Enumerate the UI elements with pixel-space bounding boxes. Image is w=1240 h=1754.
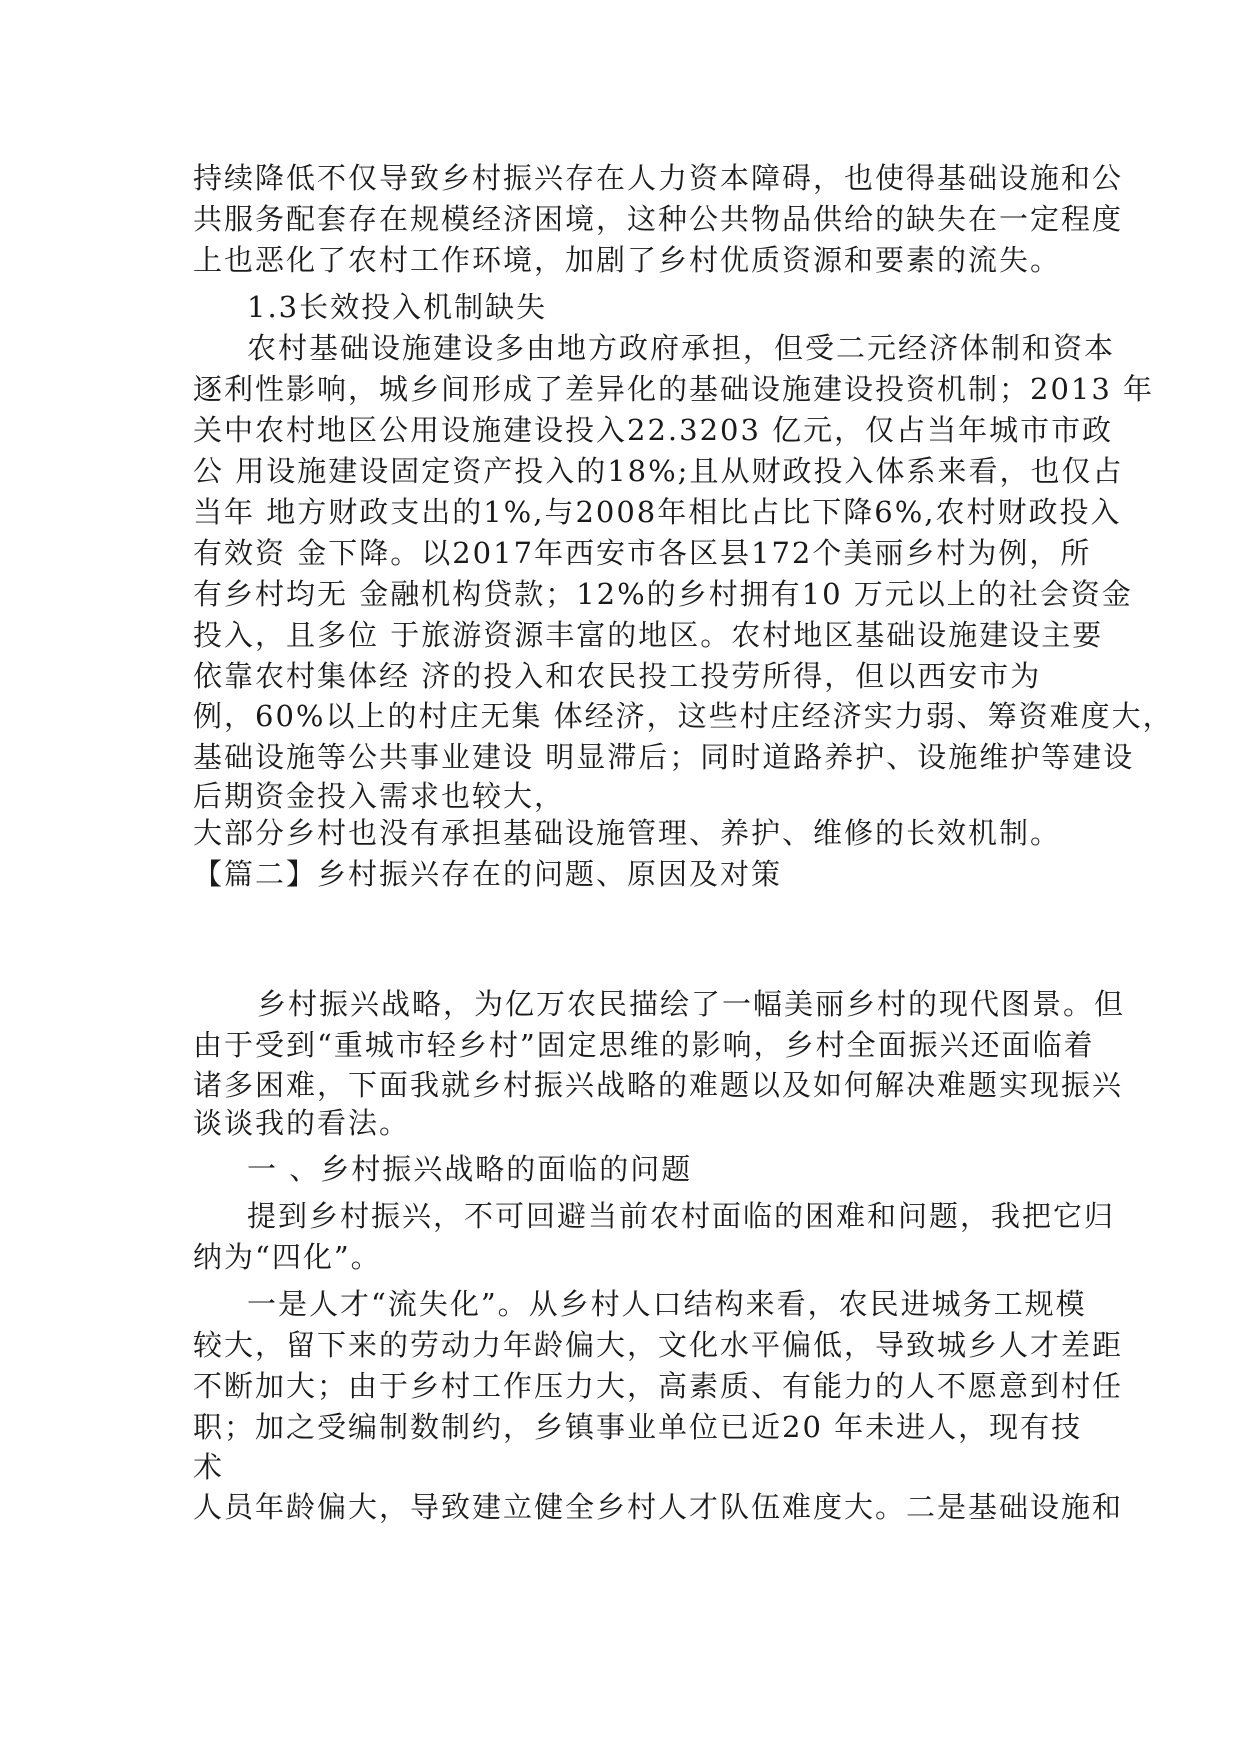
text-line: 依靠农村集体经 济的投入和农民投工投劳所得，但以西安市为 [193,659,1042,693]
text-line: 职；加之受编制数制约，乡镇事业单位已近20 年未进人，现有技 [193,1410,1083,1444]
text-line: 术 [193,1450,225,1484]
text-line: 乡村振兴战略，为亿万农民描绘了一幅美丽乡村的现代图景。但 [257,987,1126,1021]
text-line: 大部分乡村也没有承担基础设施管理、养护、维修的长效机制。 [193,816,1062,850]
text-line: 上也恶化了农村工作环境，加剧了乡村优质资源和要素的流失。 [193,243,1062,277]
article-heading: 【篇二】乡村振兴存在的问题、原因及对策 [193,857,783,891]
text-line: 一是人才“流失化”。从乡村人口结构来看，农民进城务工规模 [247,1287,1087,1321]
text-line: 后期资金投入需求也较大， [193,779,566,813]
text-line: 人员年龄偏大，导致建立健全乡村人才队伍难度大。二是基础设施和 [193,1490,1124,1524]
text-line: 关中农村地区公用设施建设投入22.3203 亿元，仅占当年城市市政 [193,413,1114,447]
text-line: 基础设施等公共事业建设 明显滞后；同时道路养护、设施维护等建设 [193,740,1135,774]
text-line: 农村基础设施建设多由地方政府承担，但受二元经济体制和资本 [247,331,1116,365]
text-line: 有乡村均无 金融机构贷款；12%的乡村拥有10 万元以上的社会资金 [193,577,1133,611]
text-line: 公 用设施建设固定资产投入的18%;且从财政投入体系来看，也仅占 [193,454,1124,488]
text-line: 谈谈我的看法。 [193,1106,411,1140]
text-line: 纳为“四化”。 [193,1240,382,1274]
text-line: 投入，且多位 于旅游资源丰富的地区。农村地区基础设施建设主要 [193,618,1104,652]
text-line: 例，60%以上的村庄无集 体经济，这些村庄经济实力弱、筹资难度大， [193,699,1174,733]
text-line: 共服务配套存在规模经济困境，这种公共物品供给的缺失在一定程度 [193,202,1124,236]
text-line: 逐利性影响，城乡间形成了差异化的基础设施建设投资机制；2013 年 [193,372,1155,406]
text-line: 诸多困难，下面我就乡村振兴战略的难题以及如何解决难题实现振兴 [193,1068,1124,1102]
text-line: 不断加大；由于乡村工作压力大，高素质、有能力的人不愿意到村任 [193,1369,1124,1403]
text-line: 较大，留下来的劳动力年龄偏大，文化水平偏低，导致城乡人才差距 [193,1328,1124,1362]
text-line: 当年 地方财政支出的1%,与2008年相比占比下降6%,农村财政投入 [193,495,1122,529]
text-line: 由于受到“重城市轻乡村”固定思维的影响，乡村全面振兴还面临着 [193,1028,1095,1062]
section-heading: 1.3长效投入机制缺失 [247,290,548,324]
text-line: 持续降低不仅导致乡村振兴存在人力资本障碍，也使得基础设施和公 [193,161,1124,195]
section-heading: 一 、乡村振兴战略的面临的问题 [247,1152,693,1186]
text-line: 提到乡村振兴，不可回避当前农村面临的困难和问题，我把它归 [247,1199,1116,1233]
text-line: 有效资 金下降。以2017年西安市各区县172个美丽乡村为例，所 [193,536,1092,570]
